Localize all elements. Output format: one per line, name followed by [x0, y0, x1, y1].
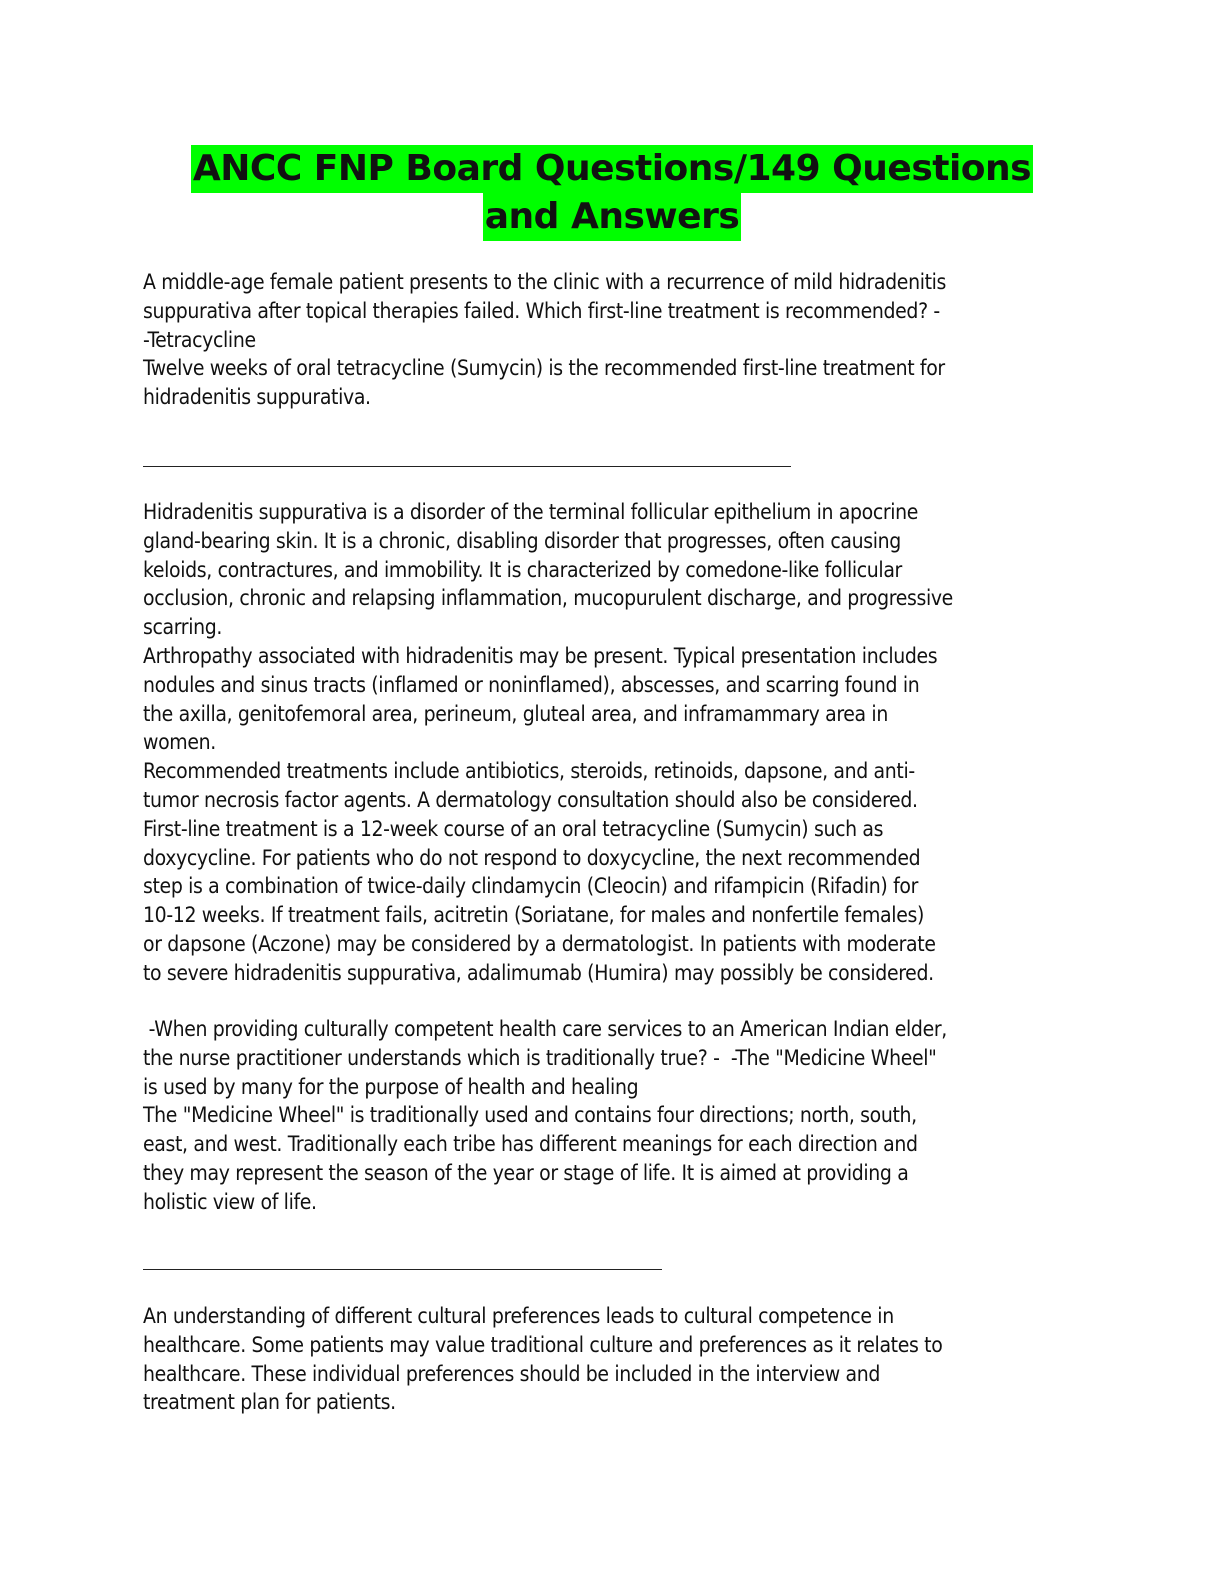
explanation-line: occlusion, chronic and relapsing inflammation, mucopurulent discharge, and progressive — [143, 586, 953, 611]
separator-rule-1 — [143, 466, 791, 467]
explanation-line: nodules and sinus tracts (inflamed or noninflamed), abscesses, and scarring found in — [143, 672, 920, 697]
explanation-line: Recommended treatments include antibiotics, steroids, retinoids, dapsone, and anti- — [143, 759, 915, 784]
question-2-line: they may represent the season of the year or stage of life. It is aimed at providing a — [143, 1160, 909, 1185]
question-2 — [143, 1015, 1083, 1217]
explanation-line: women. — [143, 730, 216, 755]
question-1-explanation — [143, 498, 1083, 988]
explanation-line: or dapsone (Aczone) may be considered by a dermatologist. In patients with moderate — [143, 931, 936, 956]
explanation-line: to severe hidradenitis suppurativa, adalimumab (Humira) may possibly be considered. — [143, 960, 934, 985]
explanation-line: tumor necrosis factor agents. A dermatology consultation should also be considered. — [143, 787, 918, 812]
question-1 — [143, 268, 1083, 412]
explanation-line: keloids, contractures, and immobility. It is characterized by comedone-like follicular — [143, 557, 902, 582]
explanation-line: scarring. — [143, 615, 223, 640]
explanation-line: healthcare. Some patients may value traditional culture and preferences as it relates to — [143, 1332, 943, 1357]
explanation-line: Hidradenitis suppurativa is a disorder of the terminal follicular epithelium in apocrine — [143, 500, 919, 524]
question-1-line: suppurativa after topical therapies failed. Which first-line treatment is recommended? - — [143, 298, 940, 323]
question-1-line: A middle-age female patient presents to the clinic with a recurrence of mild hidradenitis — [143, 270, 947, 294]
question-2-line: holistic view of life. — [143, 1189, 317, 1214]
question-2-line: east, and west. Traditionally each tribe has different meanings for each direction and — [143, 1132, 918, 1157]
question-2-line: The "Medicine Wheel" is traditionally used and contains four directions; north, south, — [143, 1103, 917, 1128]
question-1-line: Twelve weeks of oral tetracycline (Sumycin) is the recommended first-line treatment for — [143, 356, 945, 381]
explanation-line: An understanding of different cultural preferences leads to cultural competence in — [143, 1304, 894, 1328]
explanation-line: doxycycline. For patients who do not respond to doxycycline, the next recommended — [143, 845, 921, 870]
separator-rule-2 — [143, 1269, 662, 1270]
explanation-line: healthcare. These individual preferences should be included in the interview and — [143, 1361, 880, 1386]
explanation-line: Arthropathy associated with hidradenitis may be present. Typical presentation includes — [143, 643, 938, 668]
title-line-1: ANCC FNP Board Questions/149 Questions — [191, 145, 1033, 193]
explanation-line: First-line treatment is a 12-week course of an oral tetracycline (Sumycin) such as — [143, 816, 884, 841]
question-2-line: the nurse practitioner understands which is traditionally true? - -The "Medicine Wheel" — [143, 1045, 937, 1070]
question-1-line: hidradenitis suppurativa. — [143, 385, 371, 410]
question-1-answer: -Tetracycline — [143, 327, 256, 352]
question-2-line: -When providing culturally competent health care services to an American Indian elder, — [143, 1017, 947, 1041]
question-2-explanation — [143, 1302, 1083, 1417]
explanation-line: the axilla, genitofemoral area, perineum, gluteal area, and inframammary area in — [143, 701, 888, 726]
title-line-2: and Answers — [483, 193, 742, 241]
explanation-line: step is a combination of twice-daily clindamycin (Cleocin) and rifampicin (Rifadin) for — [143, 874, 919, 899]
explanation-line: gland-bearing skin. It is a chronic, disabling disorder that progresses, often causing — [143, 528, 901, 553]
question-2-line: is used by many for the purpose of health and healing — [143, 1074, 639, 1099]
explanation-line: treatment plan for patients. — [143, 1390, 396, 1415]
document-title — [0, 145, 1224, 241]
explanation-line: 10-12 weeks. If treatment fails, acitretin (Soriatane, for males and nonfertile females) — [143, 903, 924, 928]
